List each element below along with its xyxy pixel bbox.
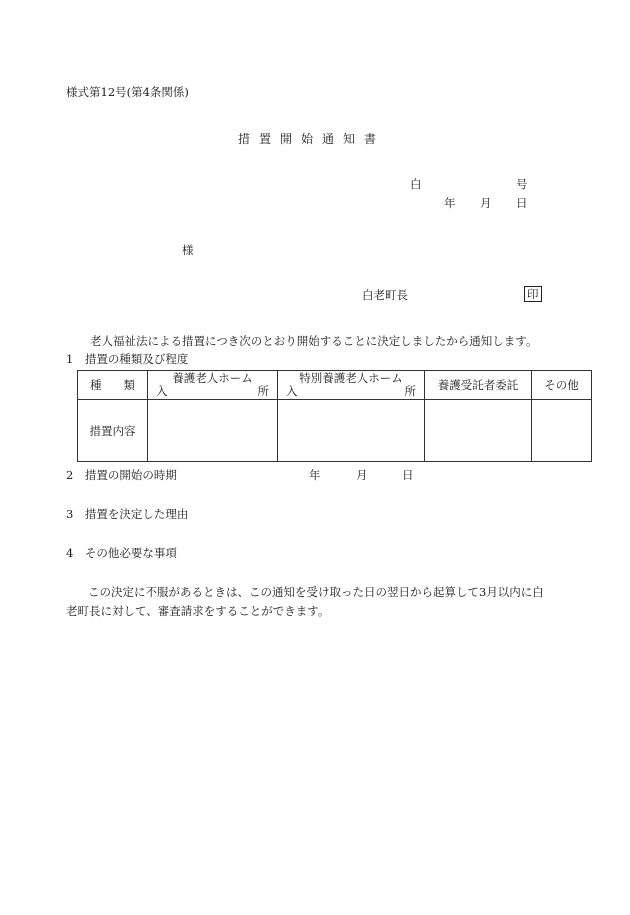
section-4-heading: 4 その他必要な事項 <box>66 546 177 560</box>
seal-mark: 印 <box>524 286 542 302</box>
foster-care-header-cell: 養護受託者委託 <box>425 371 532 400</box>
measure-content-label: 措置内容 <box>78 400 148 462</box>
section-1-heading: 1 措置の種類及び程度 <box>66 352 189 366</box>
nursing-home-content-cell <box>148 400 278 462</box>
nursing-home-label: 養護老人ホーム <box>172 371 253 385</box>
measure-table <box>77 370 592 462</box>
section-2-heading: 2 措置の開始の時期 <box>66 468 177 482</box>
special-nursing-home-admission-b: 所 <box>404 384 416 398</box>
start-day: 日 <box>402 468 414 482</box>
section-3-heading: 3 措置を決定した理由 <box>66 507 189 521</box>
nursing-home-admission-a: 入 <box>156 384 168 398</box>
number-suffix: 号 <box>516 177 528 191</box>
header-year: 年 <box>444 196 456 210</box>
header-month: 月 <box>480 196 492 210</box>
special-nursing-home-label: 特別養護老人ホーム <box>299 371 403 385</box>
other-content-cell <box>532 400 592 462</box>
measure-content-row <box>78 400 592 462</box>
special-nursing-home-admission-a: 入 <box>286 384 298 398</box>
header-prefix: 白 <box>410 177 422 191</box>
intro-text: 老人福祉法による措置につき次のとおり開始することに決定しましたから通知します。 <box>90 334 538 348</box>
issuer-name: 白老町長 <box>362 288 408 302</box>
start-month: 月 <box>356 468 368 482</box>
foster-care-content-cell <box>425 400 532 462</box>
start-year: 年 <box>309 468 321 482</box>
table-header-row <box>78 371 592 400</box>
header-day: 日 <box>516 196 528 210</box>
nursing-home-admission-b: 所 <box>257 384 269 398</box>
recipient-suffix: 様 <box>182 243 194 257</box>
special-nursing-home-content-cell <box>278 400 425 462</box>
form-number: 様式第12号(第4条関係) <box>66 85 189 99</box>
document-title: 措置開始通知書 <box>238 132 386 146</box>
special-nursing-home-header-cell <box>278 371 425 400</box>
kind-label-b: 類 <box>123 378 135 392</box>
nursing-home-header-cell <box>148 371 278 400</box>
other-header-cell: その他 <box>532 371 592 400</box>
kind-label-a: 種 <box>90 378 102 392</box>
kind-header-cell <box>78 371 148 400</box>
appeal-notice: この決定に不服があるときは、この通知を受け取った日の翌日から起算して3月以内に白老町長に対して、審査請求をすることができます。 <box>66 585 544 618</box>
